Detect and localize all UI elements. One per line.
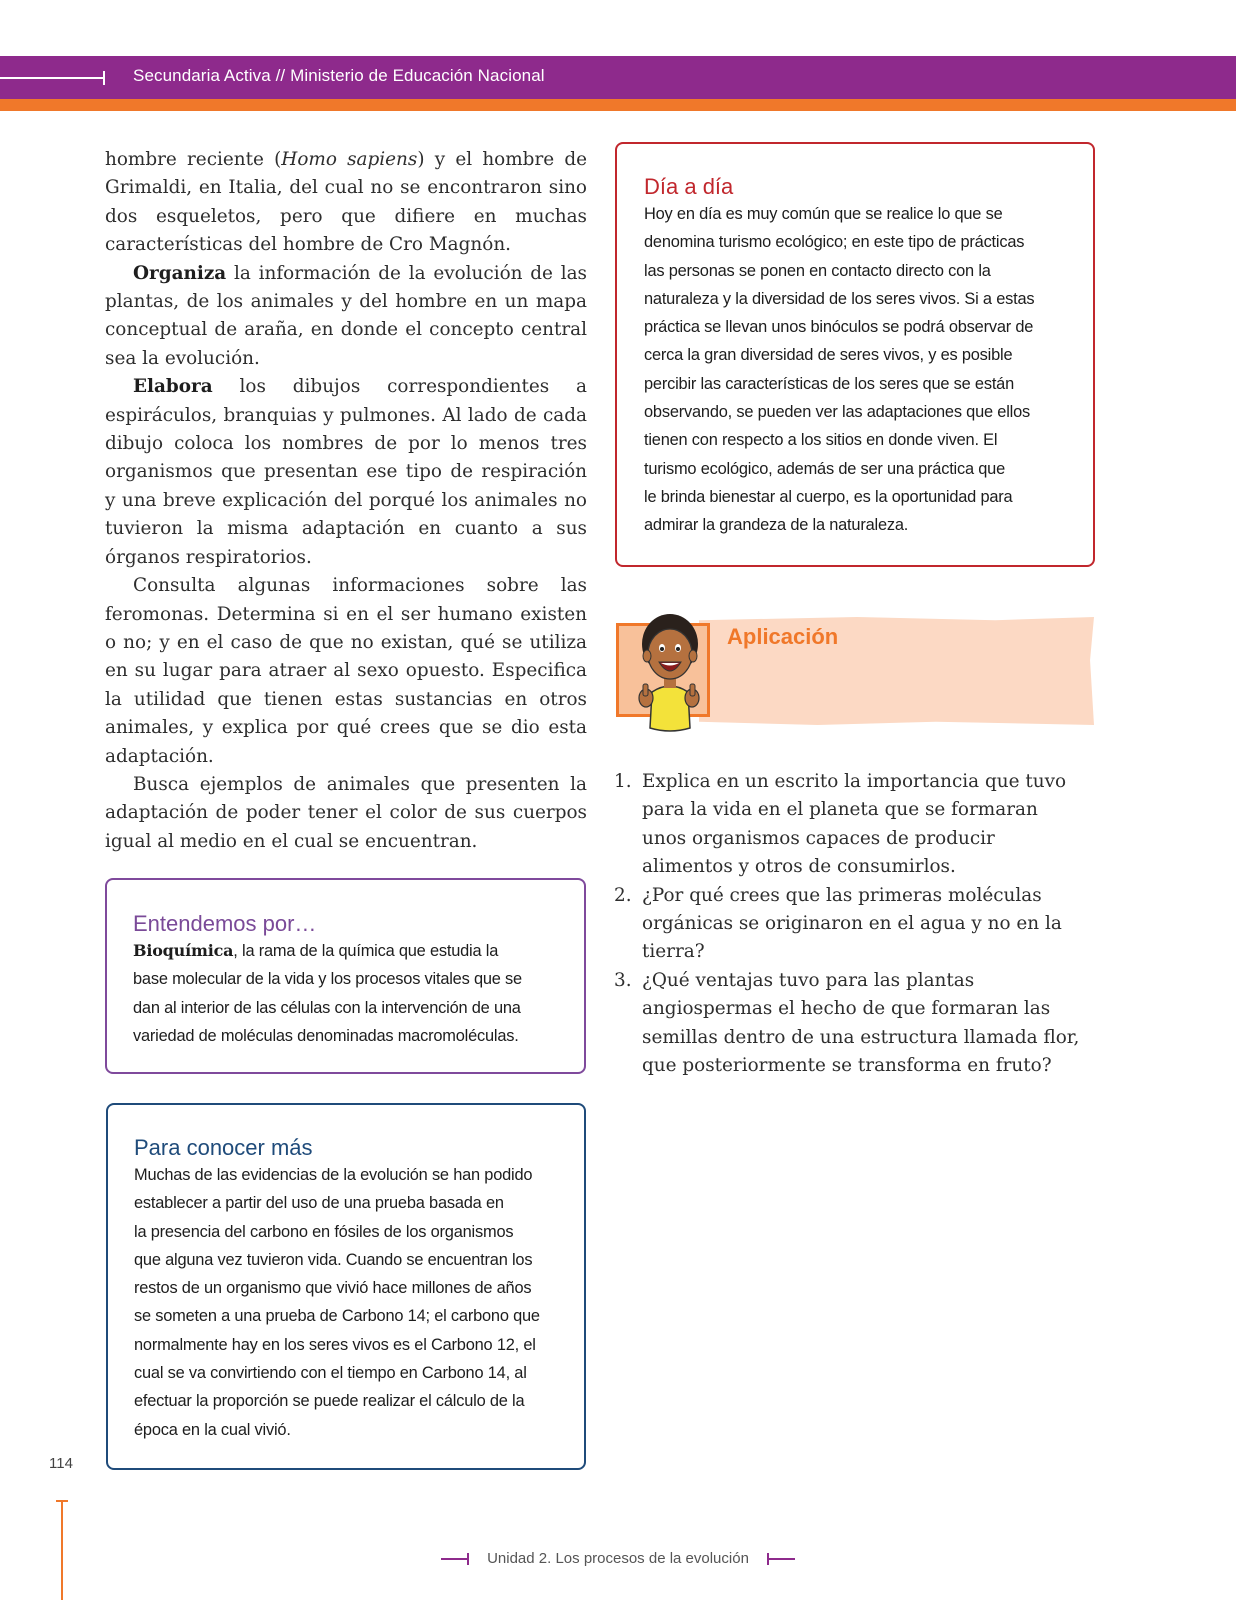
aplicacion-list (614, 768, 1084, 1080)
para-conocer-mas-title: Para conocer más (134, 1135, 313, 1160)
footer-rule-left (441, 1558, 469, 1560)
footer (0, 1550, 1236, 1567)
header-accent-stripe (0, 99, 1236, 111)
dia-a-dia-box (615, 142, 1095, 567)
dia-a-dia-title: Día a día (644, 174, 734, 199)
list-item: 2. ¿Por qué crees que las primeras moléculas orgánicas se originaron en el agua y no en la tierra? (614, 884, 1062, 963)
paragraph-homo-sapiens: hombre reciente (Homo sapiens) y el hombre de Grimaldi, en Italia, del cual no se encontraron sino dos esqueletos, pero que difiere en muchas características del hombre de Cro Magnón. (105, 149, 587, 256)
child-thumbs-up-icon (630, 610, 710, 732)
entendemos-por-box (105, 878, 586, 1074)
list-item: 1. Explica en un escrito la importancia que tuvo para la vida en el planeta que se formaran unos organismos capaces de producir alimentos y otros de consumirlos. (614, 771, 1067, 878)
paragraph-feromonas: Consulta algunas informaciones sobre las feromonas. Determina si en el ser humano existen o no; y en el caso de que no existan, qué se utiliza en su lugar para atraer al sexo opuesto. Especifica la utilidad que tienen estas sustancias en otros animales, y explica por qué crees que se dio esta adaptación. (105, 575, 587, 767)
left-column-text (105, 146, 587, 856)
footer-unit: Unidad 2. (487, 1550, 552, 1567)
header-title: Secundaria Activa // Ministerio de Educación Nacional (133, 66, 545, 85)
para-conocer-mas-box (106, 1103, 586, 1470)
paragraph-elabora: Elabora los dibujos correspondientes a espiráculos, branquias y pulmones. Al lado de cada dibujo coloca los nombres de por lo menos tres organismos que presentan ese tipo de respiración y una breve explicación del porqué los animales no tuvieron la misma adaptación en cuanto a sus órganos respiratorios. (105, 376, 587, 568)
footer-title: Los procesos de la evolución (551, 1550, 749, 1567)
paragraph-organiza: Organiza la información de la evolución de las plantas, de los animales y del hombre en un mapa conceptual de araña, en donde el concepto central sea la evolución. (105, 262, 587, 369)
definition-term: Bioquímica (133, 941, 234, 960)
header-rule-tick (103, 71, 105, 85)
aplicacion-title: Aplicación (727, 624, 839, 649)
para-conocer-mas-text: Muchas de las evidencias de la evolución se han podido establecer a partir del uso de una prueba basada en la presencia del carbono en fósiles de los organismos que alguna vez tuvieron vida. Cuando se encuentran los restos de un organismo que vivió hace millones de años se someten a una prueba de Carbono 14; el carbono que normalmente hay en los seres vivos es el Carbono 12, el cual se va convirtiendo con el tiempo en Carbono 14, al efectuar la proporción se puede realizar el cálculo de la época en la cual vivió. (134, 1166, 540, 1439)
footer-rule-right (767, 1558, 795, 1560)
entendemos-por-title: Entendemos por… (133, 911, 317, 936)
list-item: 3. ¿Qué ventajas tuvo para las plantas angiospermas el hecho de que formaran las semillas dentro de una estructura llamada flor, que posteriormente se transforma en fruto? (614, 969, 1080, 1077)
paragraph-camuflaje: Busca ejemplos de animales que presenten la adaptación de poder tener el color de sus cuerpos igual al medio en el cual se encuentran. (105, 773, 587, 852)
entendemos-por-text: Bioquímica, la rama de la química que estudia la base molecular de la vida y los procesos vitales que se dan al interior de las células con la intervención de una variedad de moléculas denominadas macromoléculas. (133, 941, 522, 1045)
scientific-name: Homo sapiens (281, 149, 418, 170)
header-rule (0, 77, 103, 79)
page-number: 114 (49, 1455, 73, 1472)
dia-a-dia-text: Hoy en día es muy común que se realice lo que se denomina turismo ecológico; en este tipo de prácticas las personas se ponen en contacto directo con la naturaleza y la diversidad de los seres vivos. Si a estas práctica se llevan unos binóculos se podrá observar de cerca la gran diversidad de seres vivos, y es posible percibir las características de los seres que se están observando, se pueden ver las adaptaciones que ellos tienen con respecto a los sitios en donde viven. El turismo ecológico, además de ser una práctica que le brinda bienestar al cuerpo, es la oportunidad para admirar la grandeza de la naturaleza. (644, 205, 1035, 535)
